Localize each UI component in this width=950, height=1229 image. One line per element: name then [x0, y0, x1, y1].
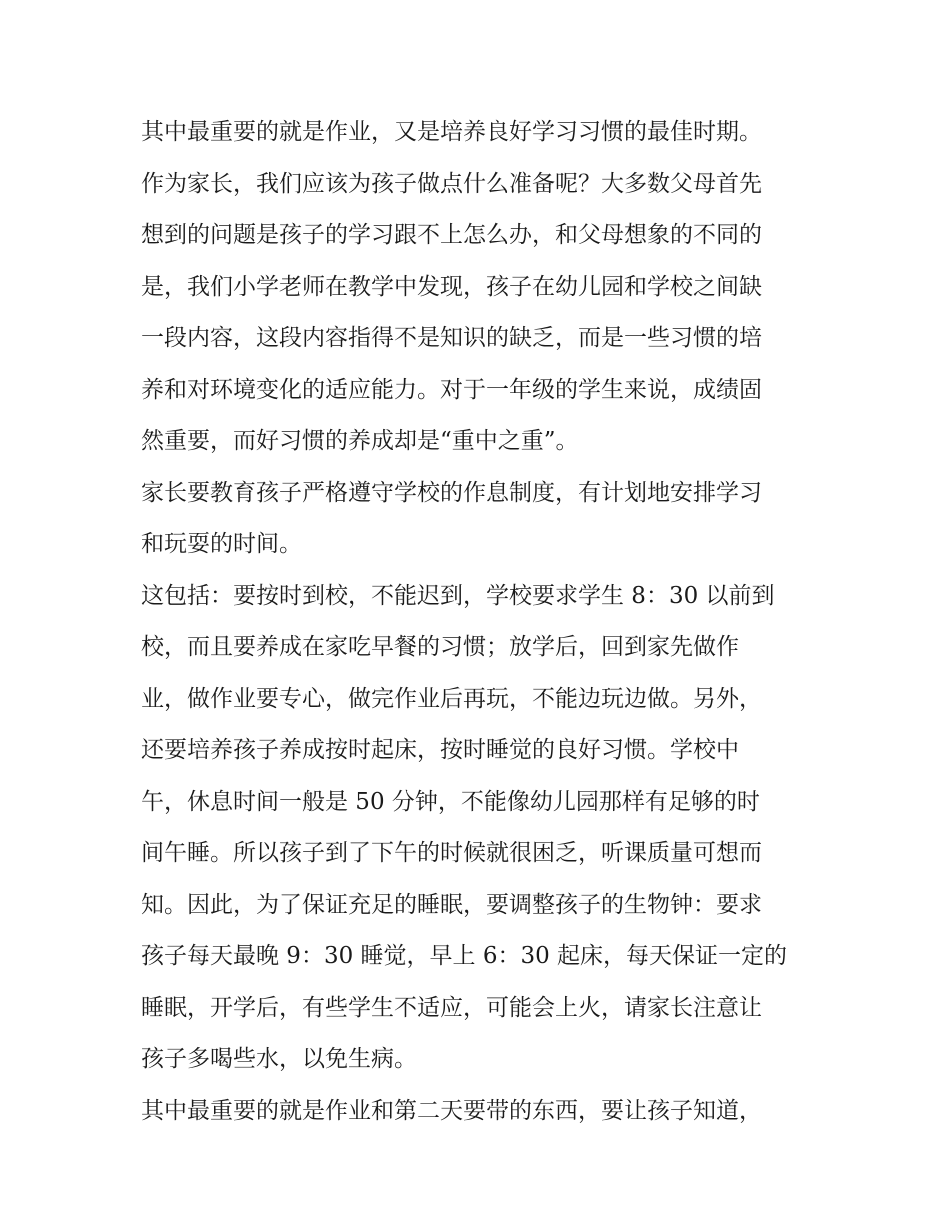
text-line: 这包括：要按时到校，不能迟到，学校要求学生 8：30 以前到 [141, 582, 775, 609]
text-line: 想到的问题是孩子的学习跟不上怎么办，和父母想象的不同的 [141, 222, 762, 248]
text-line: 是，我们小学老师在教学中发现，孩子在幼儿园和学校之间缺 [141, 273, 762, 300]
text-line: 午，休息时间一般是 50 分钟，不能像幼儿园那样有足够的时 [141, 788, 760, 815]
text-line: 睡眠，开学后，有些学生不适应，可能会上火，请家长注意让 [141, 994, 762, 1021]
text-line: 作为家长，我们应该为孩子做点什么准备呢？大多数父母首先 [141, 170, 762, 197]
text-line: 一段内容，这段内容指得不是知识的缺乏，而是一些习惯的培 [141, 325, 762, 351]
text-line: 还要培养孩子养成按时起床，按时睡觉的良好习惯。学校中 [141, 737, 739, 763]
text-line: 养和对环境变化的适应能力。对于一年级的学生来说，成绩固 [141, 376, 762, 403]
text-line: 孩子每天最晚 9：30 睡觉，早上 6：30 起床，每天保证一定的 [141, 943, 788, 969]
text-line: 知。因此，为了保证充足的睡眠，要调整孩子的生物钟：要求 [141, 891, 762, 918]
text-line: 和玩耍的时间。 [141, 531, 302, 557]
text-line: 然重要，而好习惯的养成却是“重中之重”。 [141, 428, 579, 454]
text-line: 间午睡。所以孩子到了下午的时候就很困乏，听课质量可想而 [141, 840, 762, 866]
text-line: 孩子多喝些水，以免生病。 [141, 1046, 417, 1072]
text-line: 其中最重要的就是作业和第二天要带的东西，要让孩子知道， [141, 1097, 762, 1124]
text-line: 业，做作业要专心，做完作业后再玩，不能边玩边做。另外， [141, 685, 762, 712]
text-line: 家长要教育孩子严格遵守学校的作息制度，有计划地安排学习 [141, 479, 762, 506]
document-body [141, 107, 821, 1137]
text-line: 校，而且要养成在家吃早餐的习惯；放学后，回到家先做作 [141, 634, 739, 660]
text-line: 其中最重要的就是作业，又是培养良好学习习惯的最佳时期。 [141, 119, 762, 145]
